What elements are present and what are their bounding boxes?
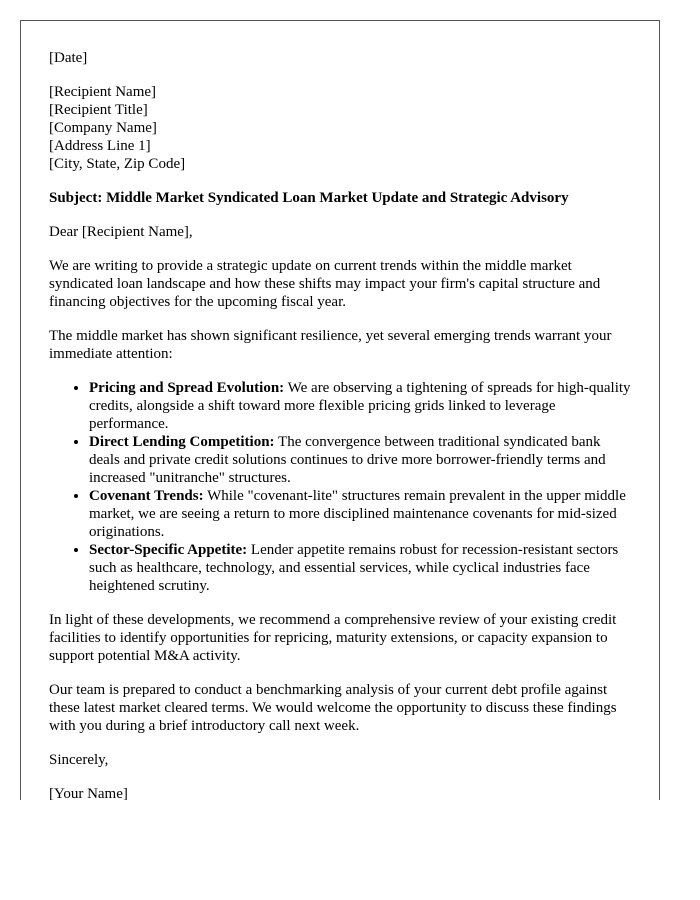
trend-title: Covenant Trends: (89, 488, 204, 504)
trend-text: We are observing a tightening of spreads for high-quality credits, alongside a shift toward more flexible pricing grids linked to leverage performance. (89, 380, 631, 432)
recipient-city-state-zip: [City, State, Zip Code] (49, 156, 186, 172)
recipient-name: [Recipient Name] (49, 84, 157, 100)
trend-title: Sector-Specific Appetite: (89, 542, 248, 558)
trend-text: Lender appetite remains robust for recession-resistant sectors such as healthcare, technology, and essential services, while cyclical industries face heightened scrutiny. (89, 542, 619, 594)
recommendation-paragraph: In light of these developments, we recommend a comprehensive review of your existing credit facilities to identify opportunities for repricing, maturity extensions, or capacity expansion to support potential M&A activity. (49, 612, 617, 664)
offer-paragraph: Our team is prepared to conduct a benchmarking analysis of your current debt profile against these latest market cleared terms. We would welcome the opportunity to discuss these findings with you during a brief introductory call next week. (49, 682, 617, 734)
trend-item-covenant (89, 487, 631, 541)
trends-list (49, 379, 631, 595)
trend-text: While "covenant-lite" structures remain prevalent in the upper middle market, we are seeing a return to more disciplined maintenance covenants for mid-sized originations. (89, 488, 626, 540)
trend-item-pricing (89, 379, 631, 433)
recipient-title: [Recipient Title] (49, 102, 148, 118)
signature-name: [Your Name] (49, 786, 128, 800)
intro-paragraph: We are writing to provide a strategic update on current trends within the middle market syndicated loan landscape and how these shifts may impact your firm's capital structure and financing objectives for the upcoming fiscal year. (49, 258, 601, 310)
trend-text: The convergence between traditional syndicated bank deals and private credit solutions continues to drive more borrower-friendly terms and increased "unitranche" structures. (89, 434, 606, 486)
recipient-company: [Company Name] (49, 120, 157, 136)
trend-item-sector (89, 541, 631, 595)
letter-page (20, 20, 660, 800)
letter-salutation: Dear [Recipient Name], (49, 224, 193, 240)
recipient-address-block (49, 83, 631, 173)
recipient-address-line-1: [Address Line 1] (49, 138, 151, 154)
letter-date: [Date] (49, 50, 88, 66)
letter-closing: Sincerely, (49, 752, 109, 768)
letter-subject: Subject: Middle Market Syndicated Loan Market Update and Strategic Advisory (49, 190, 569, 206)
trend-item-direct-lending (89, 433, 631, 487)
trends-intro-paragraph: The middle market has shown significant resilience, yet several emerging trends warrant your immediate attention: (49, 328, 612, 362)
trend-title: Pricing and Spread Evolution: (89, 380, 285, 396)
trend-title: Direct Lending Competition: (89, 434, 275, 450)
